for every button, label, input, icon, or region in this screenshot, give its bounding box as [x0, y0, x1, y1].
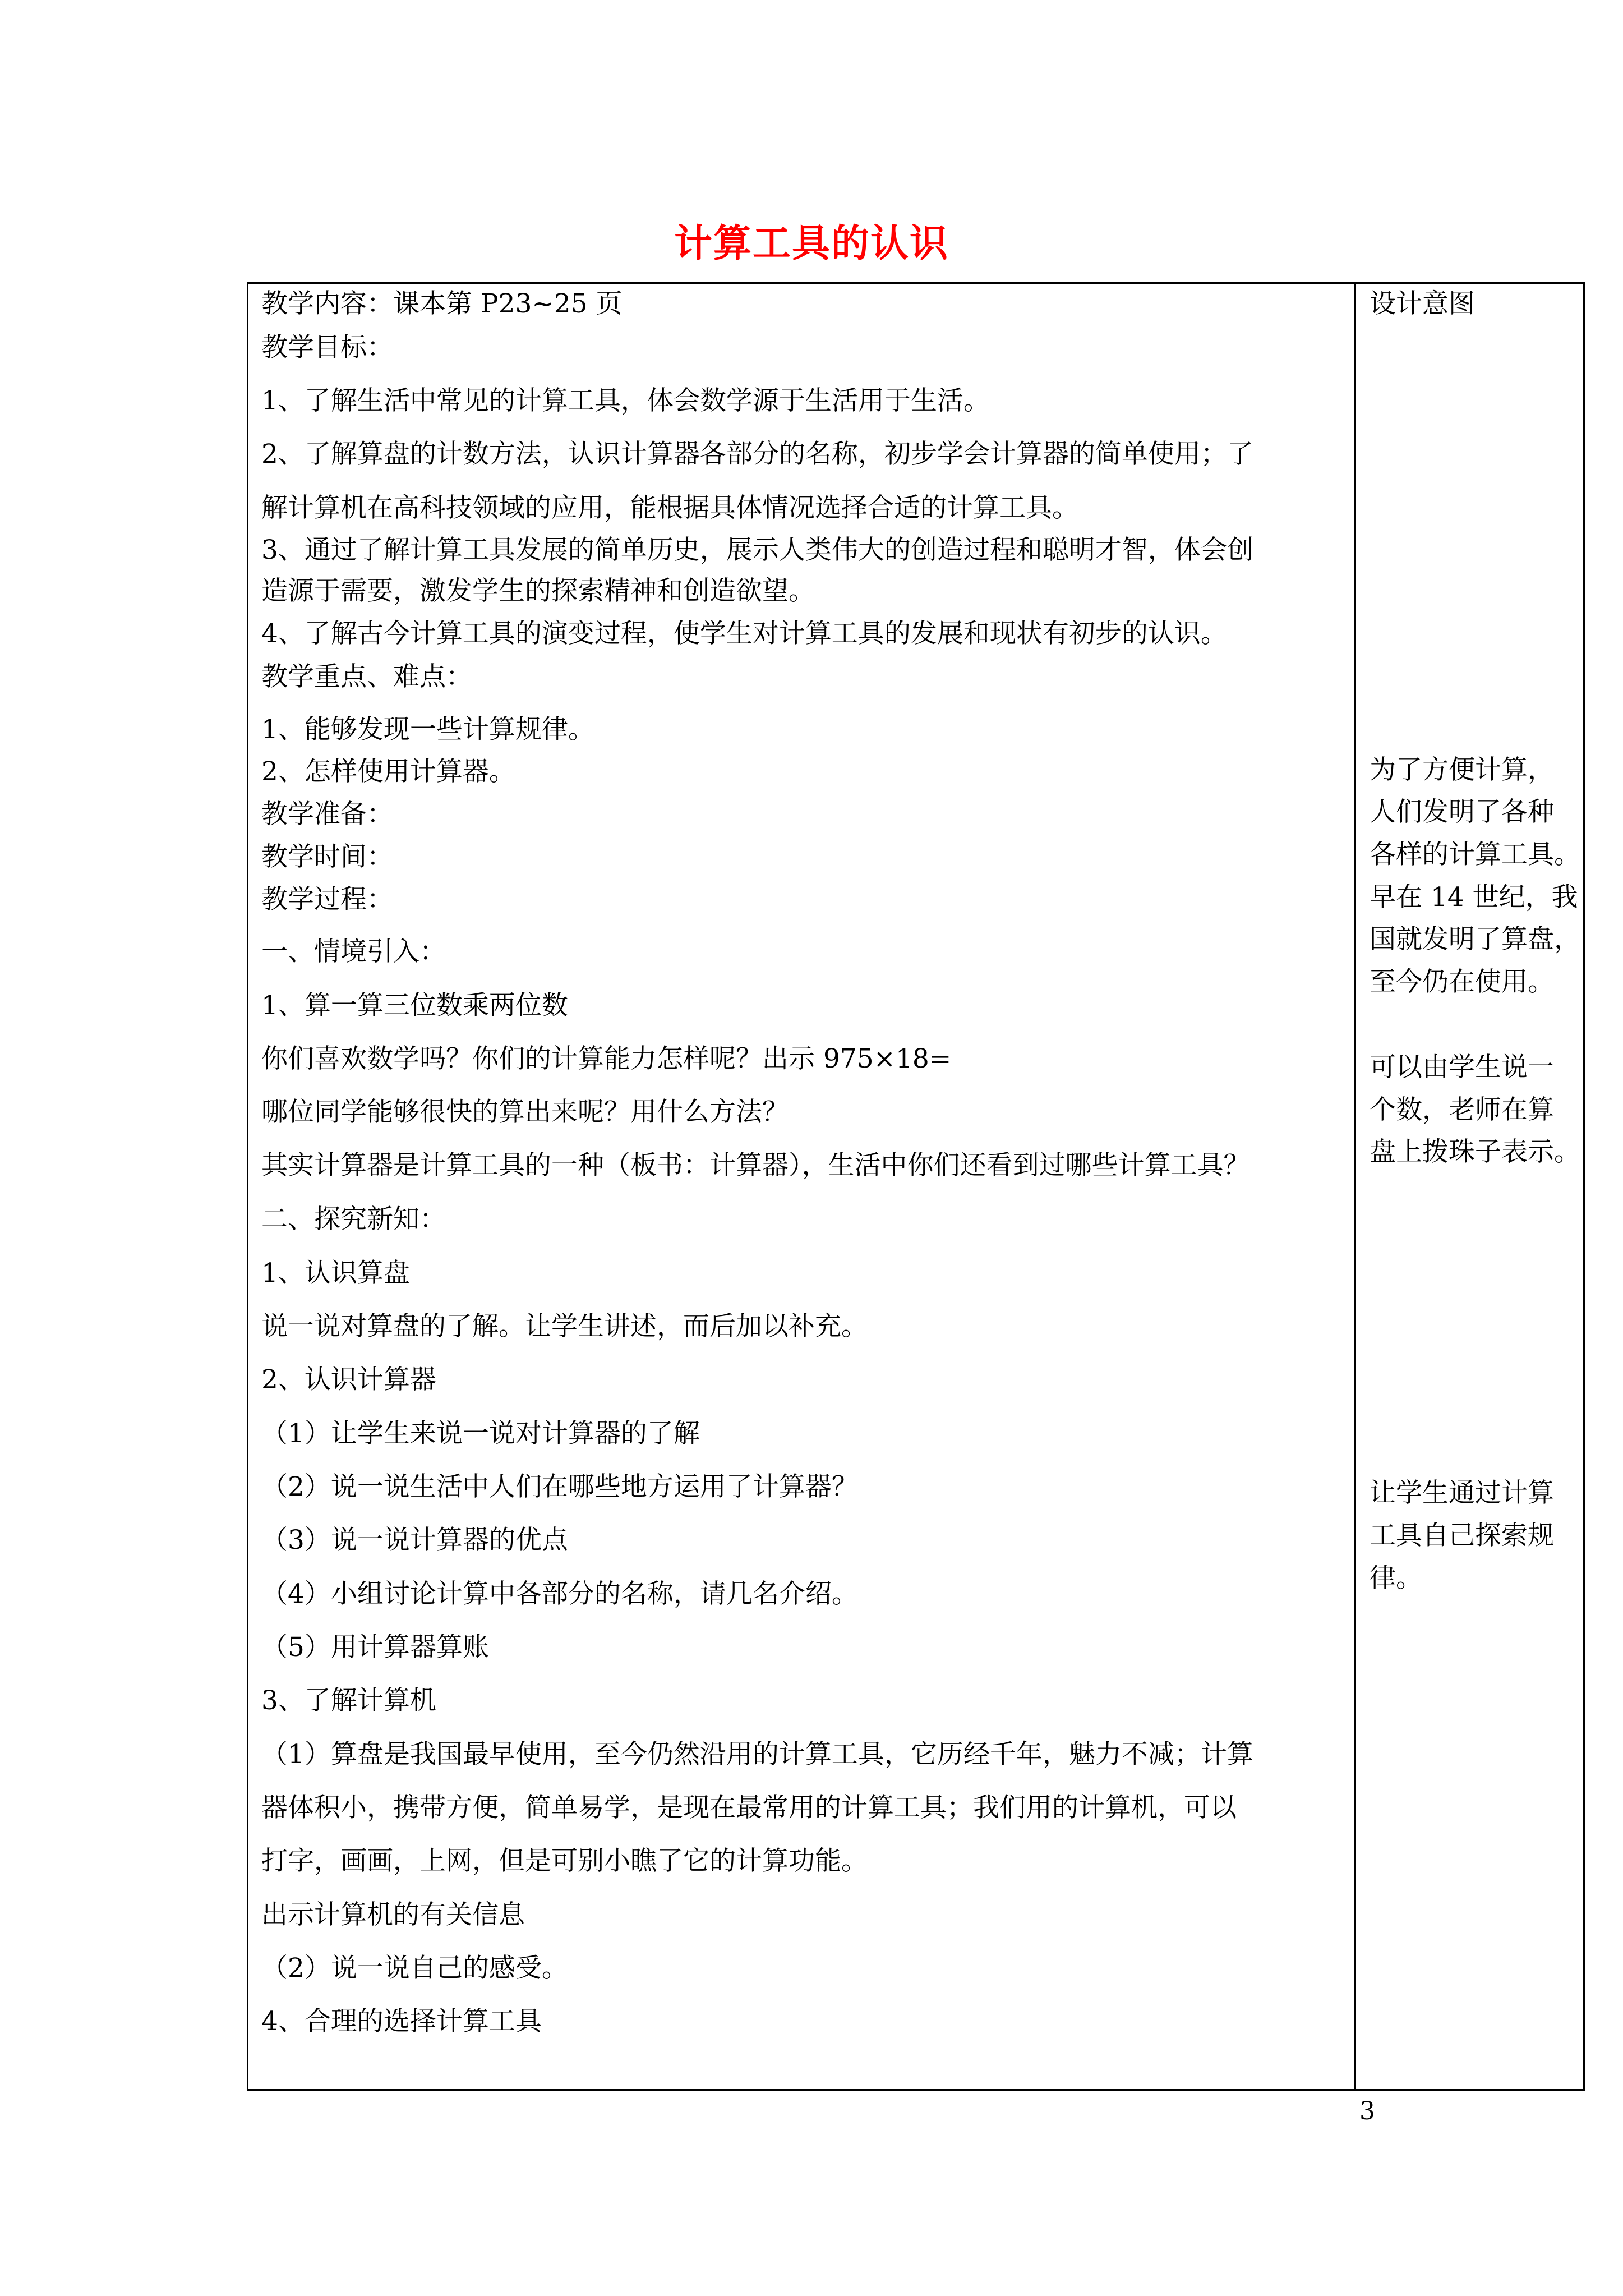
main-line: 4、合理的选择计算工具 — [261, 2006, 542, 2037]
main-line: 教学重点、难点： — [261, 661, 472, 692]
main-line: 1、认识算盘 — [261, 1258, 410, 1289]
side-note-line: 可以由学生说一 — [1370, 1052, 1554, 1083]
main-line: 你们喜欢数学吗？你们的计算能力怎样呢？出示 975×18= — [261, 1043, 952, 1074]
side-note-line: 律。 — [1370, 1563, 1422, 1594]
main-line: （1）让学生来说一说对计算器的了解 — [261, 1418, 700, 1449]
side-note-line: 工具自己探索规 — [1370, 1520, 1554, 1551]
main-line: 造源于需要，激发学生的探索精神和创造欲望。 — [261, 576, 815, 606]
page-number: 3 — [1359, 2097, 1375, 2125]
side-note-line: 人们发明了各种 — [1370, 797, 1554, 827]
main-line: （1）算盘是我国最早使用，至今仍然沿用的计算工具，它历经千年，魅力不减；计算 — [261, 1739, 1253, 1770]
main-line: 3、了解计算机 — [261, 1685, 436, 1716]
side-note-line: 盘上拨珠子表示。 — [1370, 1137, 1580, 1167]
side-note-line: 至今仍在使用。 — [1370, 967, 1554, 997]
main-line: 2、了解算盘的计数方法，认识计算器各部分的名称，初步学会计算器的简单使用；了 — [261, 439, 1253, 470]
main-line: 二、探究新知： — [261, 1204, 446, 1235]
main-line: （3）说一说计算器的优点 — [261, 1525, 568, 1556]
main-line: （2）说一说自己的感受。 — [261, 1953, 568, 1984]
main-line: 一、情境引入： — [261, 936, 446, 967]
main-line: 3、通过了解计算工具发展的简单历史，展示人类伟大的创造过程和聪明才智，体会创 — [261, 535, 1253, 565]
main-line: （5）用计算器算账 — [261, 1632, 489, 1663]
main-line: 哪位同学能够很快的算出来呢？用什么方法？ — [261, 1097, 789, 1128]
main-line: 器体积小，携带方便，简单易学，是现在最常用的计算工具；我们用的计算机，可以 — [261, 1792, 1237, 1823]
side-note-line: 为了方便计算， — [1370, 754, 1554, 785]
document-title: 计算工具的认识 — [674, 221, 949, 266]
side-note-line: 个数，老师在算 — [1370, 1094, 1554, 1125]
main-line: 4、了解古今计算工具的演变过程，使学生对计算工具的发展和现状有初步的认识。 — [261, 618, 1227, 649]
main-line: 1、算一算三位数乘两位数 — [261, 990, 568, 1021]
side-note-line: 早在 14 世纪，我 — [1370, 882, 1578, 913]
side-note-line: 让学生通过计算 — [1370, 1478, 1554, 1508]
main-line: （4）小组讨论计算中各部分的名称，请几名介绍。 — [261, 1579, 858, 1609]
main-line: 出示计算机的有关信息 — [261, 1899, 525, 1930]
main-line: 解计算机在高科技领域的应用，能根据具体情况选择合适的计算工具。 — [261, 493, 1078, 523]
main-line: 2、怎样使用计算器。 — [261, 756, 515, 787]
main-line: 教学目标： — [261, 332, 393, 363]
main-line: 说一说对算盘的了解。让学生讲述，而后加以补充。 — [261, 1311, 868, 1342]
main-line: 1、了解生活中常见的计算工具，体会数学源于生活用于生活。 — [261, 385, 990, 416]
main-line: 教学准备： — [261, 799, 393, 830]
main-line: 教学过程： — [261, 884, 393, 915]
side-note-line: 国就发明了算盘， — [1370, 924, 1580, 955]
main-line: 其实计算器是计算工具的一种（板书：计算器），生活中你们还看到过哪些计算工具？ — [261, 1150, 1250, 1181]
main-line: 2、认识计算器 — [261, 1364, 436, 1395]
main-line: 教学时间： — [261, 841, 393, 872]
main-line: 打字，画画，上网，但是可别小瞧了它的计算功能。 — [261, 1846, 868, 1876]
column-divider — [1354, 282, 1356, 2091]
main-line: 教学内容：课本第 P23~25 页 — [261, 288, 623, 319]
side-note-line: 各样的计算工具。 — [1370, 839, 1580, 870]
side-header: 设计意图 — [1370, 288, 1475, 319]
main-line: （2）说一说生活中人们在哪些地方运用了计算器？ — [261, 1471, 858, 1502]
main-line: 1、能够发现一些计算规律。 — [261, 714, 594, 745]
